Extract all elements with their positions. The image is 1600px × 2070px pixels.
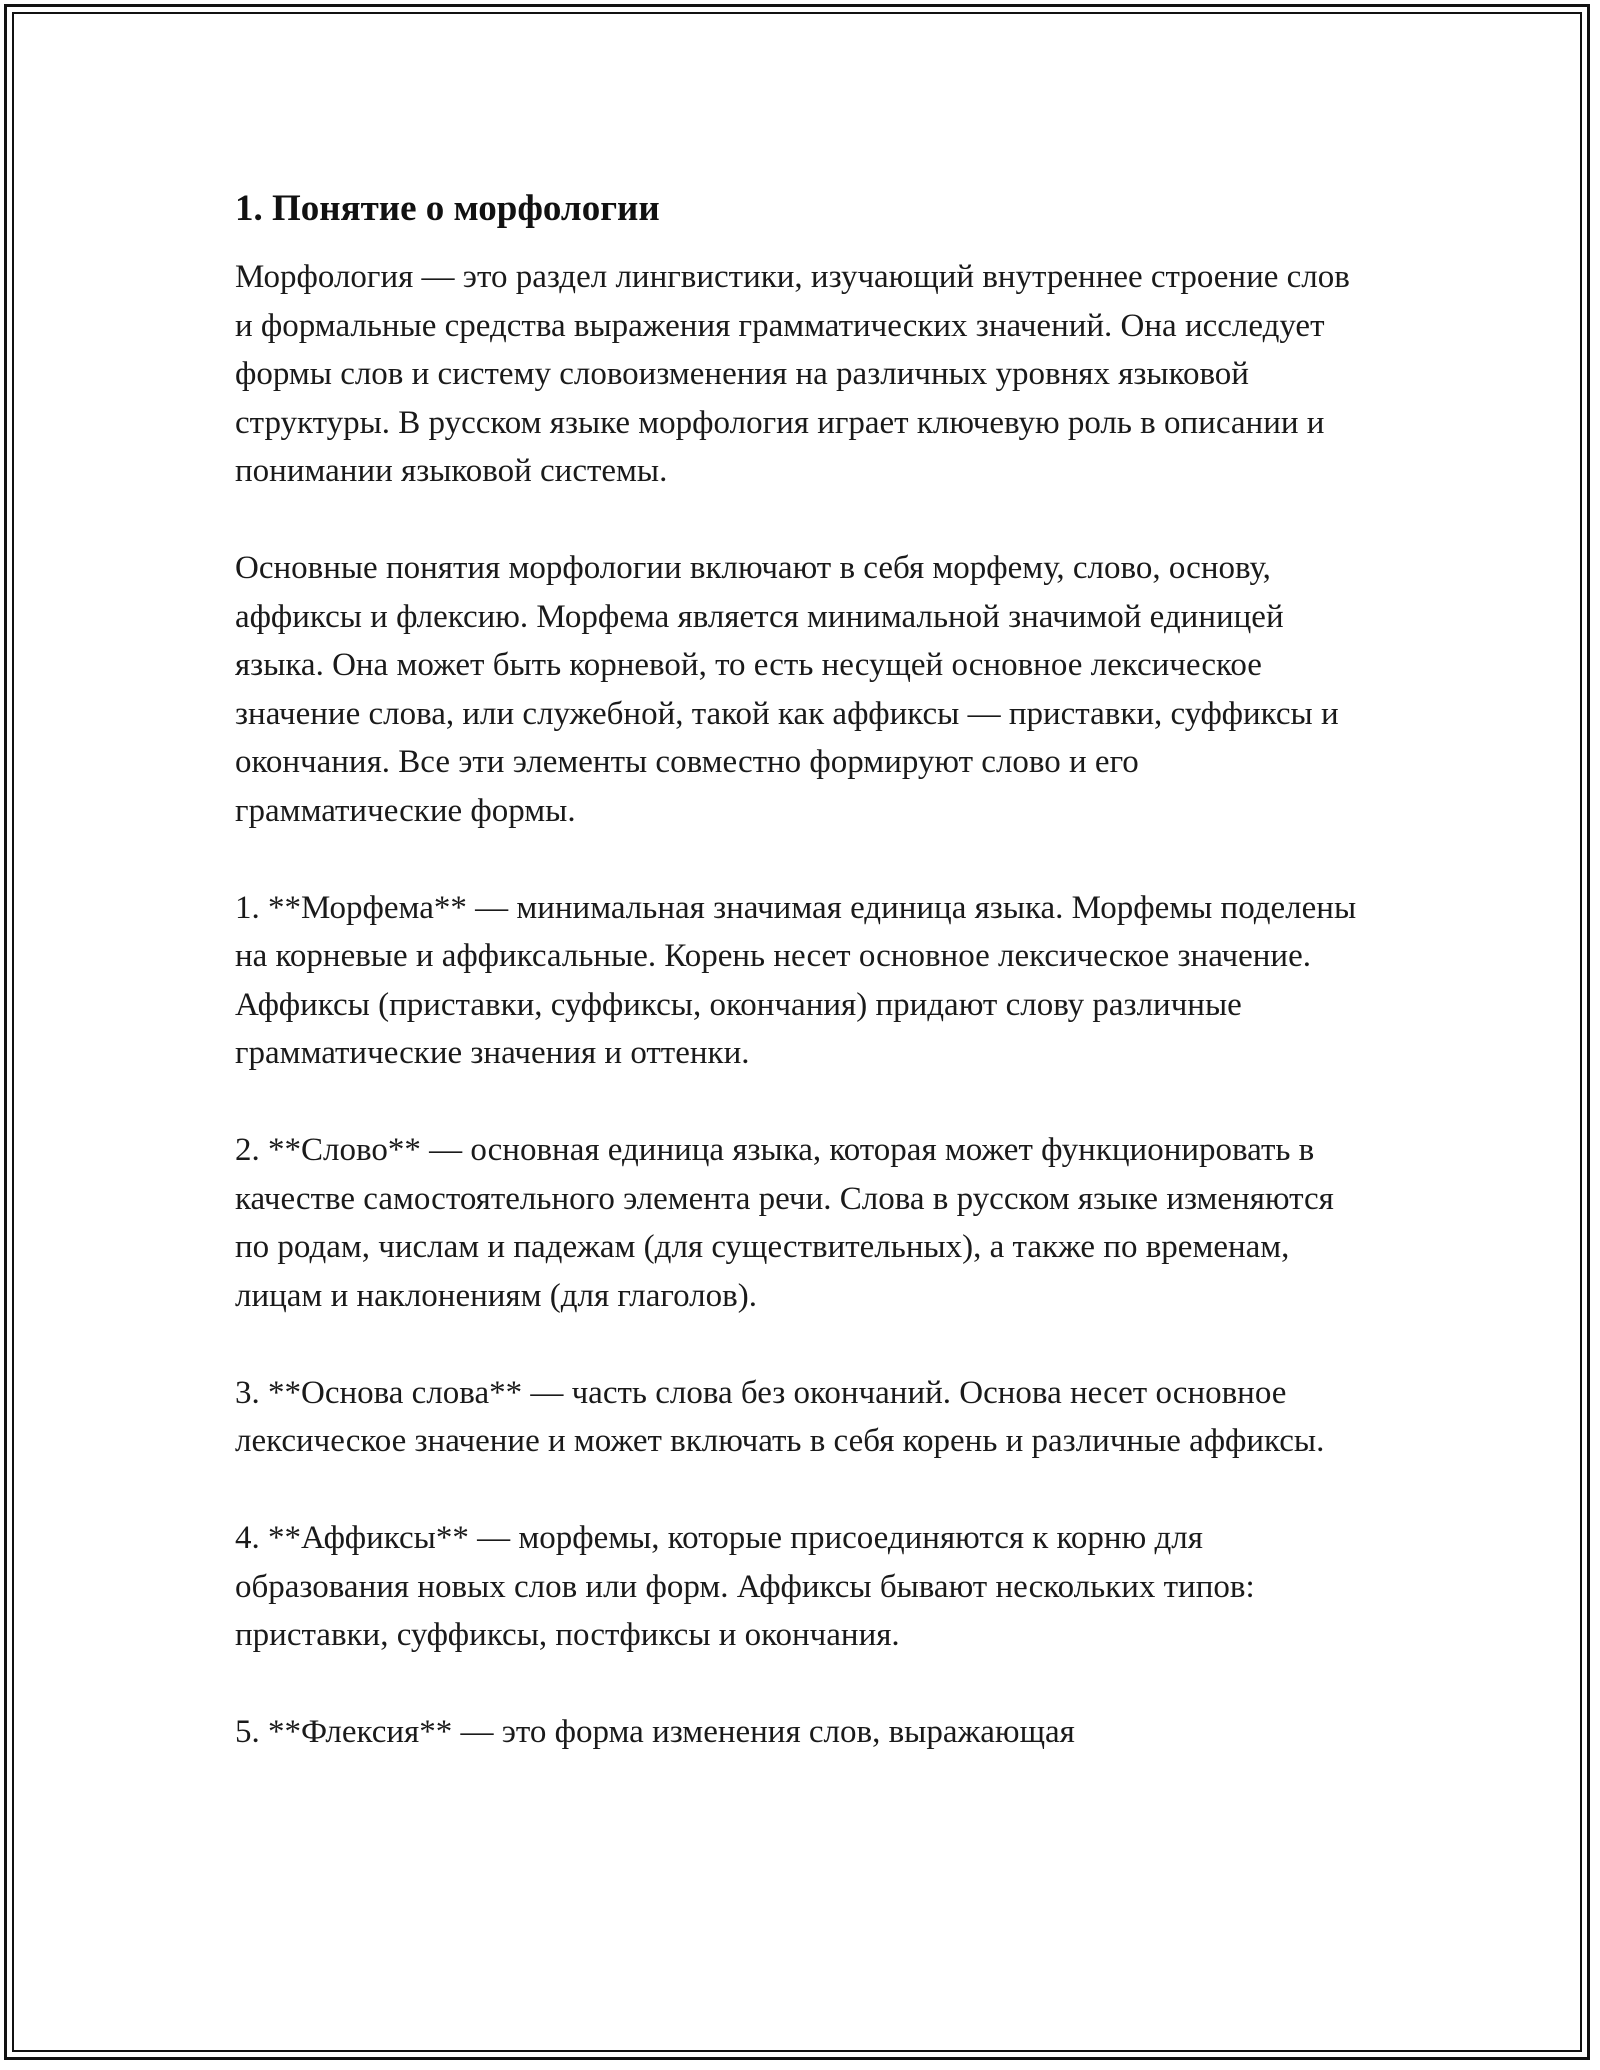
list-item-affixes: 4. **Аффиксы** — морфемы, которые присоединяются к корню для образования новых слов или форм. Аффиксы бывают нескольких типов: приставки, суффиксы, постфиксы и окончания. — [235, 1520, 1255, 1653]
list-item-morpheme: 1. **Морфема** — минимальная значимая единица языка. Морфемы поделены на корневые и аффиксальные. Корень несет основное лексическое значение. Аффиксы (приставки, суффиксы, окончания) придают слову различные грамматические значения и оттенки. — [235, 889, 1357, 1071]
list-item-flexion: 5. **Флексия** — это форма изменения слов, выражающая — [235, 1714, 1075, 1750]
list-item-word-stem: 3. **Основа слова** — часть слова без окончаний. Основа несет основное лексическое значение и может включать в себя корень и различные аффиксы. — [235, 1374, 1325, 1459]
paragraph-intro: Морфология — это раздел лингвистики, изучающий внутреннее строение слов и формальные средства выражения грамматических значений. Она исследует формы слов и систему словоизменения на различных уровнях языковой структуры. В русском языке морфология играет ключевую роль в описании и понимании языковой системы. — [235, 259, 1350, 489]
paragraph-basic-concepts: Основные понятия морфологии включают в себя морфему, слово, основу, аффиксы и флексию. Морфема является минимальной значимой единицей языка. Она может быть корневой, то есть несущей основное лексическое значение слова, или служебной, такой как аффиксы — приставки, суффиксы и окончания. Все эти элементы совместно формируют слово и его грамматические формы. — [235, 550, 1339, 829]
page-title: 1. Понятие о морфологии — [235, 188, 660, 229]
list-item-word: 2. **Слово** — основная единица языка, которая может функционировать в качестве самостоятельного элемента речи. Слова в русском языке изменяются по родам, числам и падежам (для существительных), а также по временам, лицам и наклонениям (для глаголов). — [235, 1132, 1334, 1314]
document-page — [235, 185, 1365, 1805]
